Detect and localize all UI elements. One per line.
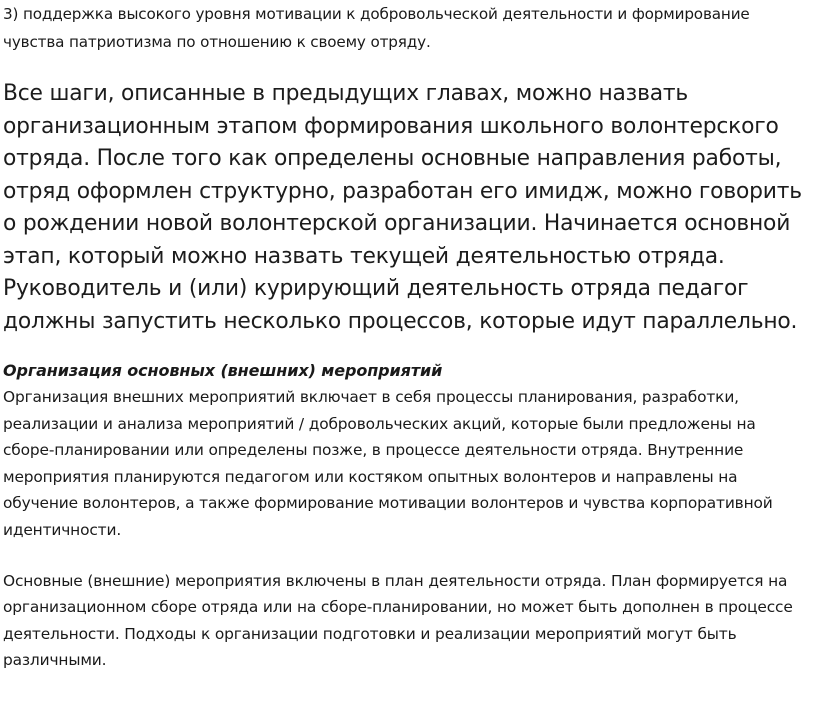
lead-paragraph: Все шаги, описанные в предыдущих главах, можно назвать организационным этапом формирования школьного волонтерского отряда. После того как определены основные направления работы, отряд оформлен структурно, разработан его имидж, можно говорить о рождении новой волонтерской организации. Начинается основной этап, который можно назвать текущей деятельностью отряда. Руководитель и (или) курирующий деятельность отряда педагог должны запустить несколько процессов, которые идут параллельно. (3, 81, 802, 334)
section-heading: Организация основных (внешних) мероприятий (3, 361, 443, 380)
body-paragraph-2: Основные (внешние) мероприятия включены в план деятельности отряда. План формируется на организационном сборе отряда или на сборе-планировании, но может быть дополнен в процессе деятельности. Подходы к организации подготовки и реализации мероприятий могут быть различными. (3, 571, 793, 670)
body-paragraph-1: Организация внешних мероприятий включает в себя процессы планирования, разработки, реализации и анализа мероприятий / добровольческих акций, которые были предложены на сборе-планировании или определены позже, в процессе деятельности отряда. Внутренние мероприятия планируются педагогом или костяком опытных волонтеров и направлены на обучение волонтеров, а также формирование мотивации волонтеров и чувства корпоративной идентичности. (3, 388, 773, 539)
intro-list-item: 3) поддержка высокого уровня мотивации к добровольческой деятельности и формирование чувства патриотизма по отношению к своему отряду. (3, 5, 750, 51)
